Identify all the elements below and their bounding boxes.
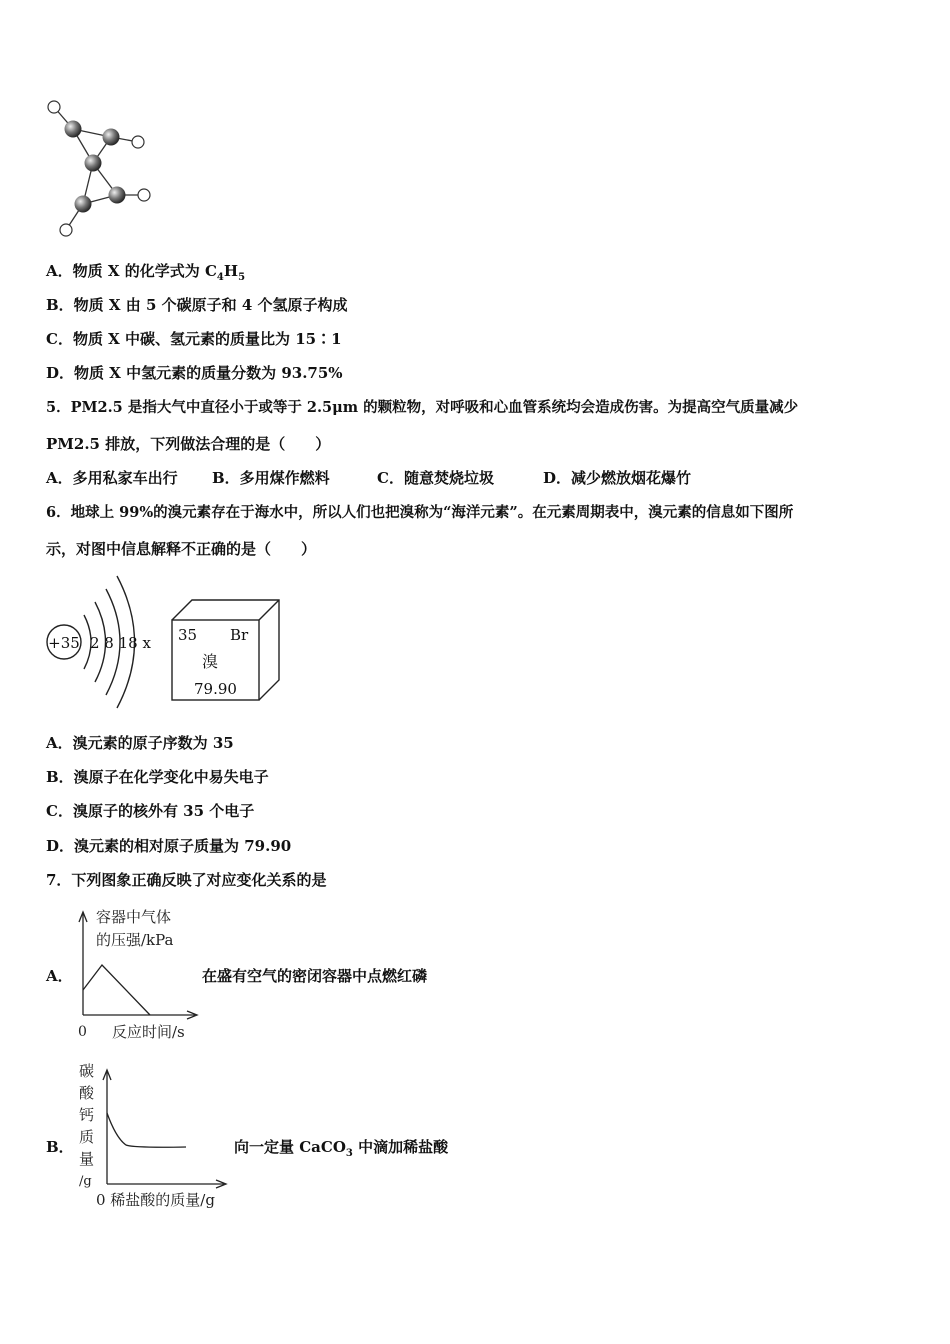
q6-option-a: A．溴元素的原子序数为 35: [46, 734, 234, 752]
q6-stem-line2: 示，对图中信息解释不正确的是（ ）: [46, 540, 317, 558]
svg-text:的压强/kPa: 的压强/kPa: [96, 931, 174, 949]
q6-option-c: C．溴原子的核外有 35 个电子: [46, 802, 255, 820]
q6-stem-line1: 6．地球上 99%的溴元素存在于海水中，所以人们也把溴称为“海洋元素”。在元素周期表中，溴元素的信息如下图所: [46, 504, 794, 521]
electron-shells-label: 2 8 18 x: [90, 634, 151, 652]
q5-stem-line2: PM2.5 排放，下列做法合理的是（ ）: [46, 435, 331, 453]
svg-text:碳: 碳: [79, 1062, 95, 1080]
element-symbol: Br: [230, 626, 249, 644]
q4-option-d: D．物质 X 中氢元素的质量分数为 93.75%: [46, 364, 343, 382]
element-card-bromine: [168, 596, 284, 704]
atomic-number: 35: [178, 626, 198, 644]
svg-text:0: 0: [78, 1024, 87, 1040]
svg-text:/g: /g: [79, 1174, 92, 1189]
carbon-atoms: [65, 121, 126, 213]
atomic-mass: 79.90: [194, 680, 237, 698]
q7-b-label: B．: [46, 1138, 74, 1156]
q7-a-description: 在盛有空气的密闭容器中点燃红磷: [202, 967, 428, 985]
svg-text:质: 质: [79, 1128, 95, 1146]
q6-option-d: D．溴元素的相对原子质量为 79.90: [46, 837, 292, 855]
q5-option-b: B．多用煤作燃料: [212, 469, 330, 487]
svg-text:反应时间/s: 反应时间/s: [112, 1023, 185, 1041]
nucleus-label: +35: [48, 634, 80, 652]
atom-structure-diagram: [40, 570, 170, 720]
q7-b-description: 向一定量 CaCO$_3$ 中滴加稀盐酸: [234, 1138, 449, 1159]
svg-text:量: 量: [79, 1150, 95, 1168]
q6-option-b: B．溴原子在化学变化中易失电子: [46, 768, 269, 786]
q4-option-c: C．物质 X 中碳、氢元素的质量比为 15∶1: [46, 330, 342, 348]
svg-text:0 稀盐酸的质量/g: 0 稀盐酸的质量/g: [96, 1191, 215, 1209]
element-name: 溴: [202, 652, 219, 671]
q4-option-b: B．物质 X 由 5 个碳原子和 4 个氢原子构成: [46, 296, 348, 314]
q7-stem: 7．下列图象正确反映了对应变化关系的是: [46, 871, 327, 889]
q7-a-label: A．: [46, 967, 73, 985]
svg-text:容器中气体: 容器中气体: [96, 908, 172, 926]
q4-option-a: A．物质 X 的化学式为 $C_4H_5$: [46, 262, 246, 283]
q5-option-a: A．多用私家车出行: [46, 469, 178, 487]
svg-text:酸: 酸: [79, 1084, 95, 1102]
q5-option-c: C．随意焚烧垃圾: [377, 469, 494, 487]
q5-option-d: D．减少燃放烟花爆竹: [543, 469, 692, 487]
q7-graph-b: [74, 1058, 234, 1210]
svg-text:钙: 钙: [79, 1106, 95, 1124]
molecule-diagram: [40, 92, 160, 242]
q5-stem-line1: 5．PM2.5 是指大气中直径小于或等于 2.5μm 的颗粒物，对呼吸和心血管系统均会造成伤害。为提高空气质量减少: [46, 399, 799, 416]
q7-graph-a: [70, 900, 205, 1045]
